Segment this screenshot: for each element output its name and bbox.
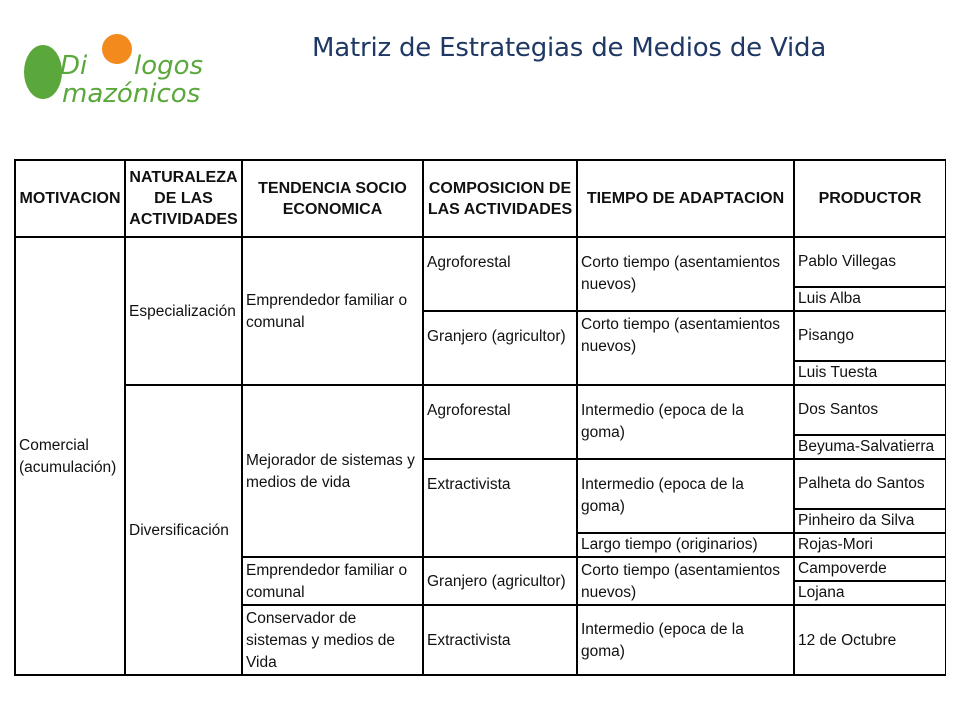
- header-tendencia: TENDENCIA SOCIO ECONOMICA: [242, 160, 423, 237]
- dialogos-amazonicos-logo: [18, 28, 228, 110]
- header-tiempo: TIEMPO DE ADAPTACION: [577, 160, 794, 237]
- cell-tendencia-conservador: Conservador de sistemas y medios de Vida: [242, 605, 423, 675]
- strategy-matrix-container: [14, 159, 946, 678]
- header-naturaleza: NATURALEZA DE LAS ACTIVIDADES: [125, 160, 242, 237]
- cell-productor: Pinheiro da Silva: [794, 509, 946, 533]
- cell-productor: Palheta do Santos: [794, 459, 946, 509]
- cell-productor: Pablo Villegas: [794, 237, 946, 287]
- header-row: [15, 160, 946, 237]
- cell-tiempo-intermedio-3: Intermedio (epoca de la goma): [577, 605, 794, 675]
- cell-composicion-extractivista-2: Extractivista: [423, 605, 577, 675]
- cell-tiempo-intermedio-2: Intermedio (epoca de la goma): [577, 459, 794, 533]
- cell-tendencia-emprendedor-1: Emprendedor familiar o comunal: [242, 237, 423, 385]
- cell-tiempo-intermedio-1: Intermedio (epoca de la goma): [577, 385, 794, 459]
- cell-composicion-granjero-1: Granjero (agricultor): [423, 311, 577, 385]
- strategy-matrix-table: [14, 159, 946, 676]
- logo-text-logos: logos: [134, 51, 204, 81]
- cell-productor: Lojana: [794, 581, 946, 605]
- cell-productor: Pisango: [794, 311, 946, 361]
- cell-composicion-agroforestal-2: Agroforestal: [423, 385, 577, 459]
- slide-title: Matriz de Estrategias de Medios de Vida: [312, 33, 827, 63]
- cell-composicion-granjero-2: Granjero (agricultor): [423, 557, 577, 605]
- cell-productor: Campoverde: [794, 557, 946, 581]
- logo-green-blob: [24, 45, 62, 99]
- table-row: [15, 237, 946, 287]
- cell-motivacion: Comercial (acumulación): [15, 237, 125, 675]
- cell-naturaleza-especializacion: Especialización: [125, 237, 242, 385]
- logo-text-mazonicos: mazónicos: [62, 79, 201, 109]
- cell-tendencia-emprendedor-2: Emprendedor familiar o comunal: [242, 557, 423, 605]
- cell-productor: Beyuma-Salvatierra: [794, 435, 946, 459]
- cell-tiempo-corto-1: Corto tiempo (asentamientos nuevos): [577, 237, 794, 311]
- cell-tendencia-mejorador: Mejorador de sistemas y medios de vida: [242, 385, 423, 557]
- cell-tiempo-largo: Largo tiempo (originarios): [577, 533, 794, 557]
- cell-productor: Dos Santos: [794, 385, 946, 435]
- cell-composicion-extractivista-1: Extractivista: [423, 459, 577, 557]
- cell-productor: Luis Tuesta: [794, 361, 946, 385]
- cell-naturaleza-diversificacion: Diversificación: [125, 385, 242, 675]
- header-composicion: COMPOSICION DE LAS ACTIVIDADES: [423, 160, 577, 237]
- cell-productor: 12 de Octubre: [794, 605, 946, 675]
- cell-tiempo-corto-3: Corto tiempo (asentamientos nuevos): [577, 557, 794, 605]
- table-row: [15, 385, 946, 435]
- cell-productor: Rojas-Mori: [794, 533, 946, 557]
- cell-tiempo-corto-2: Corto tiempo (asentamientos nuevos): [577, 311, 794, 385]
- cell-productor: Luis Alba: [794, 287, 946, 311]
- header-motivacion: MOTIVACION: [15, 160, 125, 237]
- header-productor: PRODUCTOR: [794, 160, 946, 237]
- logo-graphic: [18, 28, 228, 110]
- logo-orange-circle: [102, 34, 132, 64]
- cell-composicion-agroforestal-1: Agroforestal: [423, 237, 577, 311]
- logo-text-di: Di: [60, 51, 88, 81]
